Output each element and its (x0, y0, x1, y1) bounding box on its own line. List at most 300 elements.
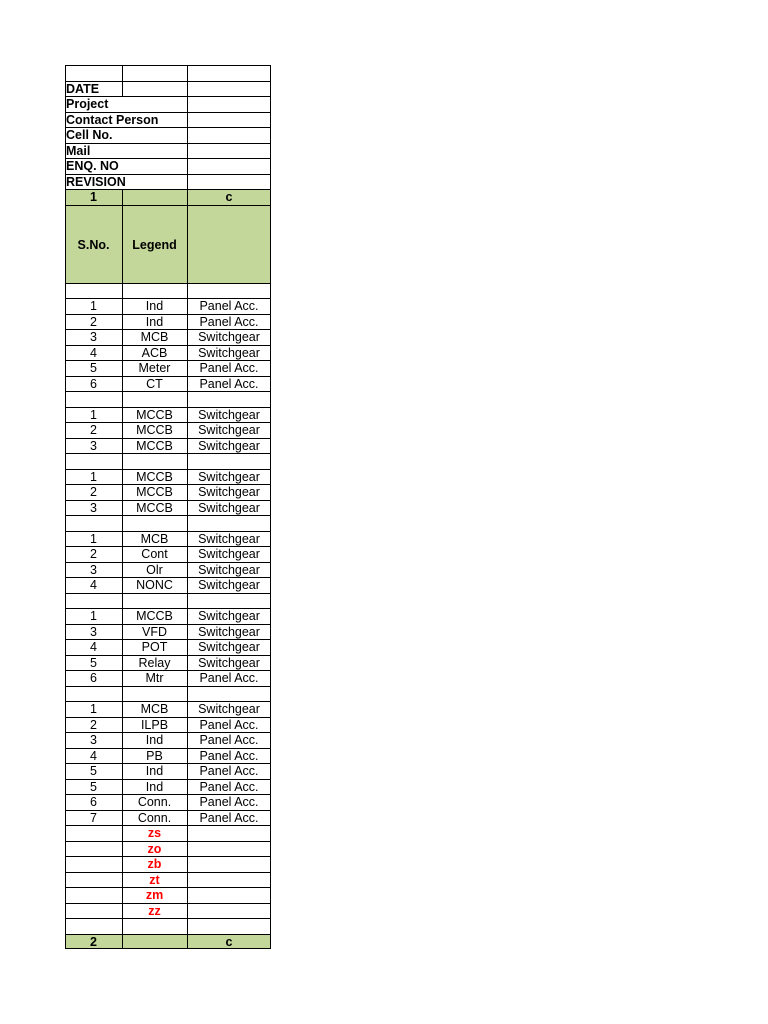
grid-line (122, 284, 123, 299)
sno-cell[interactable]: 1 (90, 469, 97, 484)
sno-cell[interactable]: 6 (90, 376, 97, 391)
code-row (65, 825, 271, 841)
info-value-cell[interactable] (187, 113, 271, 128)
sno-cell[interactable]: 2 (90, 934, 97, 949)
type-cell[interactable]: Switchgear (198, 702, 260, 716)
grid-line (65, 128, 66, 143)
grid-line (187, 656, 188, 671)
grid-line (65, 811, 66, 826)
grid-line (187, 578, 188, 593)
legend-cell[interactable] (122, 190, 187, 205)
grid-line (65, 563, 66, 578)
type-cell[interactable]: Switchgear (198, 624, 260, 639)
grid-line (122, 330, 123, 345)
legend-cell[interactable]: Meter (138, 361, 171, 375)
grid-line (187, 501, 188, 516)
type-cell[interactable]: Panel Acc. (199, 299, 259, 313)
grid-line (65, 377, 66, 392)
grid-line (187, 485, 188, 500)
legend-cell[interactable]: Relay (138, 655, 171, 670)
grid-line (270, 128, 271, 143)
table-row (65, 345, 271, 361)
grid-line (65, 594, 66, 609)
sno-cell[interactable]: 3 (90, 330, 97, 344)
type-cell[interactable]: Panel Acc. (199, 779, 259, 794)
grid-line (122, 501, 123, 516)
grid-line (270, 284, 271, 299)
grid-line (65, 935, 66, 949)
type-cell[interactable] (187, 888, 271, 903)
grid-line (65, 330, 66, 345)
type-cell[interactable]: Panel Acc. (199, 733, 259, 747)
grid-line (65, 315, 66, 330)
grid-line (270, 919, 271, 934)
grid-line (187, 718, 188, 733)
grid-line (187, 795, 188, 810)
grid-line (270, 66, 271, 81)
grid-line (122, 873, 123, 888)
grid-line (270, 888, 271, 903)
grid-line (65, 795, 66, 810)
grid-line (122, 842, 123, 857)
code-cell[interactable]: zz (148, 903, 161, 918)
grid-line (65, 159, 66, 174)
grid-line (270, 315, 271, 330)
legend-cell[interactable]: Ind (145, 314, 164, 329)
grid-line (270, 113, 271, 128)
grid-line (122, 656, 123, 671)
grid-line (187, 284, 188, 299)
type-cell[interactable]: c (225, 934, 233, 949)
group-separator-row (65, 593, 271, 609)
type-cell[interactable]: Panel Acc. (199, 795, 259, 809)
legend-cell[interactable]: NONC (136, 578, 173, 592)
grid-line (270, 392, 271, 407)
info-label: DATE (66, 81, 100, 96)
grid-line (122, 935, 123, 949)
sno-cell[interactable]: 3 (90, 500, 97, 515)
grid-line (187, 826, 188, 841)
grid-line (65, 408, 66, 423)
grid-line (187, 687, 188, 702)
sno-cell[interactable]: 2 (90, 547, 97, 561)
sno-cell[interactable]: 3 (90, 733, 97, 747)
grid-line (122, 485, 123, 500)
table-row (65, 484, 271, 500)
grid-line (65, 439, 66, 454)
sno-cell[interactable]: 3 (90, 624, 97, 639)
info-label: ENQ. NO (66, 159, 119, 173)
type-cell[interactable]: Switchgear (198, 578, 260, 592)
grid-line (122, 594, 123, 609)
grid-line (65, 749, 66, 764)
info-value-cell[interactable] (187, 82, 271, 97)
grid-line (270, 733, 271, 748)
table-row (65, 717, 271, 733)
grid-line (187, 609, 188, 624)
legend-cell[interactable]: Cont (141, 547, 168, 561)
sno-cell[interactable]: 5 (90, 361, 97, 375)
type-cell[interactable]: Panel Acc. (199, 764, 259, 778)
grid-line (270, 842, 271, 857)
info-label: Cell No. (66, 128, 113, 142)
grid-line (65, 640, 66, 655)
grid-line (65, 175, 66, 190)
sno-cell[interactable]: 1 (90, 702, 97, 716)
type-cell[interactable]: Switchgear (198, 485, 260, 499)
legend-cell[interactable]: MCCB (136, 469, 173, 484)
legend-cell[interactable]: VFD (142, 624, 167, 639)
grid-line (187, 625, 188, 640)
sno-cell[interactable]: 4 (90, 748, 97, 763)
sno-cell[interactable]: 3 (90, 562, 97, 577)
blank-row (65, 918, 271, 934)
type-cell[interactable] (187, 904, 271, 919)
grid-line (187, 532, 188, 547)
type-cell[interactable]: Switchgear (198, 640, 260, 654)
grid-line (187, 811, 188, 826)
code-cell[interactable]: zb (147, 857, 162, 871)
type-cell[interactable]: Panel Acc. (199, 376, 259, 391)
legend-cell[interactable]: Ind (145, 733, 164, 747)
col3-header (187, 206, 271, 283)
group-separator-row (65, 686, 271, 702)
grid-line (187, 904, 188, 919)
table-row (65, 810, 271, 826)
grid-line (270, 206, 271, 283)
legend-cell[interactable]: Ind (145, 779, 164, 794)
legend-cell[interactable]: MCCB (136, 423, 173, 437)
type-cell[interactable]: Switchgear (198, 500, 260, 515)
legend-cell[interactable]: MCB (140, 330, 169, 344)
grid-line (122, 795, 123, 810)
grid-line (270, 361, 271, 376)
grid-line (270, 609, 271, 624)
grid-line (65, 423, 66, 438)
grid-line (122, 640, 123, 655)
info-value-cell[interactable] (187, 97, 271, 112)
sno-cell[interactable]: 7 (90, 810, 97, 825)
grid-line (270, 144, 271, 159)
table-row (65, 469, 271, 485)
type-cell[interactable]: Switchgear (198, 438, 260, 453)
legend-cell[interactable]: Conn. (137, 810, 172, 825)
grid-line (122, 904, 123, 919)
sno-cell[interactable]: 6 (90, 795, 97, 809)
grid-line (187, 377, 188, 392)
grid-line (122, 439, 123, 454)
sno-cell[interactable]: 3 (90, 438, 97, 453)
grid-line (122, 826, 123, 841)
grid-line (270, 795, 271, 810)
type-cell[interactable]: c (225, 190, 233, 204)
info-row (65, 174, 271, 190)
type-cell[interactable]: Switchgear (198, 423, 260, 437)
grid-line (187, 563, 188, 578)
grid-line (187, 733, 188, 748)
grid-line (122, 408, 123, 423)
grid-line (122, 377, 123, 392)
grid-line (270, 377, 271, 392)
grid-line (270, 330, 271, 345)
grid-line (270, 470, 271, 485)
grid-line (65, 888, 66, 903)
grid-line (270, 299, 271, 314)
info-label: Contact Person (66, 112, 159, 127)
sno-cell[interactable]: 1 (90, 190, 97, 204)
grid-line (122, 392, 123, 407)
grid-line (270, 501, 271, 516)
grid-line (270, 718, 271, 733)
grid-line (270, 826, 271, 841)
grid-line (65, 733, 66, 748)
grid-line (65, 764, 66, 779)
sno-cell[interactable]: 2 (90, 314, 97, 329)
grid-line (187, 144, 188, 159)
grid-line (65, 857, 66, 872)
grid-line (270, 346, 271, 361)
grid-line (122, 532, 123, 547)
legend-cell[interactable]: POT (141, 640, 168, 654)
grid-line (187, 299, 188, 314)
sno-cell[interactable] (65, 904, 122, 919)
table-row (65, 360, 271, 376)
table-row (65, 546, 271, 562)
code-row (65, 887, 271, 903)
legend-cell[interactable]: Ind (145, 764, 164, 778)
sno-cell[interactable]: 1 (90, 531, 97, 546)
grid-line (65, 578, 66, 593)
grid-line (270, 175, 271, 190)
grid-line (65, 780, 66, 795)
table-row (65, 407, 271, 423)
section-2-row (65, 934, 271, 950)
type-cell[interactable] (187, 857, 271, 872)
code-cell[interactable]: zt (149, 872, 160, 887)
legend-cell[interactable]: ILPB (140, 717, 169, 732)
sno-cell[interactable]: 5 (90, 655, 97, 670)
section-1-row (65, 189, 271, 205)
type-cell[interactable] (187, 873, 271, 888)
grid-line (65, 547, 66, 562)
legend-cell[interactable]: MCCB (136, 609, 173, 623)
grid-line (65, 609, 66, 624)
sno-cell[interactable]: 4 (90, 578, 97, 592)
grid-line (187, 919, 188, 934)
type-cell[interactable]: Switchgear (198, 547, 260, 561)
legend-cell[interactable]: CT (146, 376, 163, 391)
grid-line (187, 842, 188, 857)
type-cell[interactable]: Switchgear (198, 407, 260, 422)
legend-cell[interactable]: MCCB (136, 500, 173, 515)
info-value-cell[interactable] (187, 175, 271, 190)
grid-line (122, 82, 123, 97)
legend-cell[interactable]: MCB (140, 702, 169, 716)
type-cell[interactable]: Switchgear (198, 345, 260, 360)
sno-cell[interactable] (65, 826, 122, 841)
table-row (65, 608, 271, 624)
grid-line (122, 190, 123, 205)
grid-line (65, 299, 66, 314)
table-row (65, 329, 271, 345)
table-row (65, 701, 271, 717)
grid-line (187, 128, 188, 143)
grid-line (122, 66, 123, 81)
grid-line (270, 532, 271, 547)
grid-line (122, 206, 123, 283)
legend-cell[interactable]: PB (146, 748, 163, 763)
type-cell[interactable]: Panel Acc. (199, 314, 259, 329)
type-cell[interactable]: Switchgear (198, 655, 260, 670)
table-row (65, 794, 271, 810)
grid-line (122, 733, 123, 748)
code-cell[interactable]: zs (147, 826, 162, 840)
sno-cell[interactable] (65, 888, 122, 903)
table-row (65, 624, 271, 640)
grid-line (270, 439, 271, 454)
sno-cell[interactable] (65, 857, 122, 872)
grid-line (65, 842, 66, 857)
info-row (65, 127, 271, 143)
type-cell[interactable]: Switchgear (198, 469, 260, 484)
sno-cell[interactable]: 2 (90, 485, 97, 499)
type-cell[interactable]: Panel Acc. (199, 717, 259, 732)
grid-line (270, 82, 271, 97)
grid-line (187, 671, 188, 686)
type-cell[interactable] (187, 842, 271, 857)
grid-line (187, 857, 188, 872)
code-cell[interactable]: zo (147, 841, 162, 856)
table-row (65, 438, 271, 454)
table-row (65, 577, 271, 593)
grid-line (270, 811, 271, 826)
legend-cell[interactable]: MCCB (136, 485, 173, 499)
group-separator-row (65, 515, 271, 531)
grid-line (65, 687, 66, 702)
grid-line (65, 97, 66, 112)
legend-cell[interactable]: MCB (140, 531, 169, 546)
grid-line (65, 702, 66, 717)
type-cell[interactable]: Panel Acc. (199, 748, 259, 763)
info-row (65, 158, 271, 174)
legend-cell[interactable]: Conn. (137, 795, 172, 809)
sno-cell[interactable]: 1 (90, 407, 97, 422)
grid-line (122, 423, 123, 438)
sno-cell[interactable]: 4 (90, 640, 97, 654)
code-row (65, 872, 271, 888)
grid-line (187, 361, 188, 376)
sno-cell[interactable] (65, 873, 122, 888)
grid-line (270, 656, 271, 671)
grid-line (122, 454, 123, 469)
info-row (65, 96, 271, 112)
type-cell[interactable]: Switchgear (198, 330, 260, 344)
table-row (65, 314, 271, 330)
legend-cell[interactable] (122, 935, 187, 949)
grid-line (65, 656, 66, 671)
code-cell[interactable]: zm (145, 888, 164, 902)
sno-cell[interactable]: 2 (90, 423, 97, 437)
grid-line (65, 826, 66, 841)
column-header-row (65, 205, 271, 283)
type-cell[interactable]: Switchgear (198, 562, 260, 577)
table-row (65, 655, 271, 671)
info-value-cell[interactable] (187, 128, 271, 143)
table-row (65, 562, 271, 578)
type-cell[interactable]: Switchgear (198, 531, 260, 546)
grid-line (65, 919, 66, 934)
type-cell[interactable]: Panel Acc. (199, 671, 259, 685)
type-cell[interactable]: Panel Acc. (199, 361, 259, 375)
grid-line (187, 780, 188, 795)
table-row (65, 670, 271, 686)
info-value-cell[interactable] (187, 144, 271, 159)
type-cell[interactable] (187, 826, 271, 841)
table-row (65, 376, 271, 392)
grid-line (270, 857, 271, 872)
type-cell[interactable]: Panel Acc. (199, 810, 259, 825)
legend-cell[interactable]: MCCB (136, 407, 173, 422)
sno-cell[interactable]: 5 (90, 779, 97, 794)
grid-line (65, 718, 66, 733)
sno-cell[interactable]: 5 (90, 764, 97, 778)
grid-line (122, 780, 123, 795)
grid-line (65, 470, 66, 485)
grid-line (122, 547, 123, 562)
grid-line (187, 113, 188, 128)
grid-line (187, 594, 188, 609)
table-row (65, 748, 271, 764)
legend-cell[interactable]: MCCB (136, 438, 173, 453)
grid-line (65, 190, 66, 205)
sno-cell[interactable]: 1 (90, 299, 97, 313)
grid-line (122, 702, 123, 717)
grid-line (187, 330, 188, 345)
grid-line (65, 904, 66, 919)
grid-line (65, 346, 66, 361)
grid-line (65, 873, 66, 888)
sno-cell[interactable]: 6 (90, 671, 97, 685)
grid-line (187, 516, 188, 531)
legend-cell[interactable]: Ind (145, 299, 164, 313)
sno-cell[interactable]: 4 (90, 345, 97, 360)
grid-line (122, 516, 123, 531)
legend-cell[interactable]: Mtr (145, 671, 164, 685)
info-label: Mail (66, 143, 91, 158)
grid-line (187, 470, 188, 485)
sno-cell[interactable] (65, 842, 122, 857)
info-value-cell[interactable] (187, 159, 271, 174)
grid-line (270, 97, 271, 112)
grid-line (65, 516, 66, 531)
info-row (65, 112, 271, 128)
grid-line (65, 361, 66, 376)
group-separator-row (65, 453, 271, 469)
grid-line (187, 888, 188, 903)
grid-line (270, 578, 271, 593)
legend-cell[interactable]: ACB (141, 345, 168, 360)
type-cell[interactable]: Switchgear (198, 609, 260, 623)
sno-cell[interactable]: 1 (90, 609, 97, 623)
grid-line (65, 485, 66, 500)
legend-cell[interactable]: Olr (146, 562, 163, 577)
sno-cell[interactable]: 2 (90, 717, 97, 732)
table-row (65, 732, 271, 748)
grid-line (122, 563, 123, 578)
grid-line (122, 346, 123, 361)
grid-line (270, 190, 271, 205)
grid-line (122, 857, 123, 872)
